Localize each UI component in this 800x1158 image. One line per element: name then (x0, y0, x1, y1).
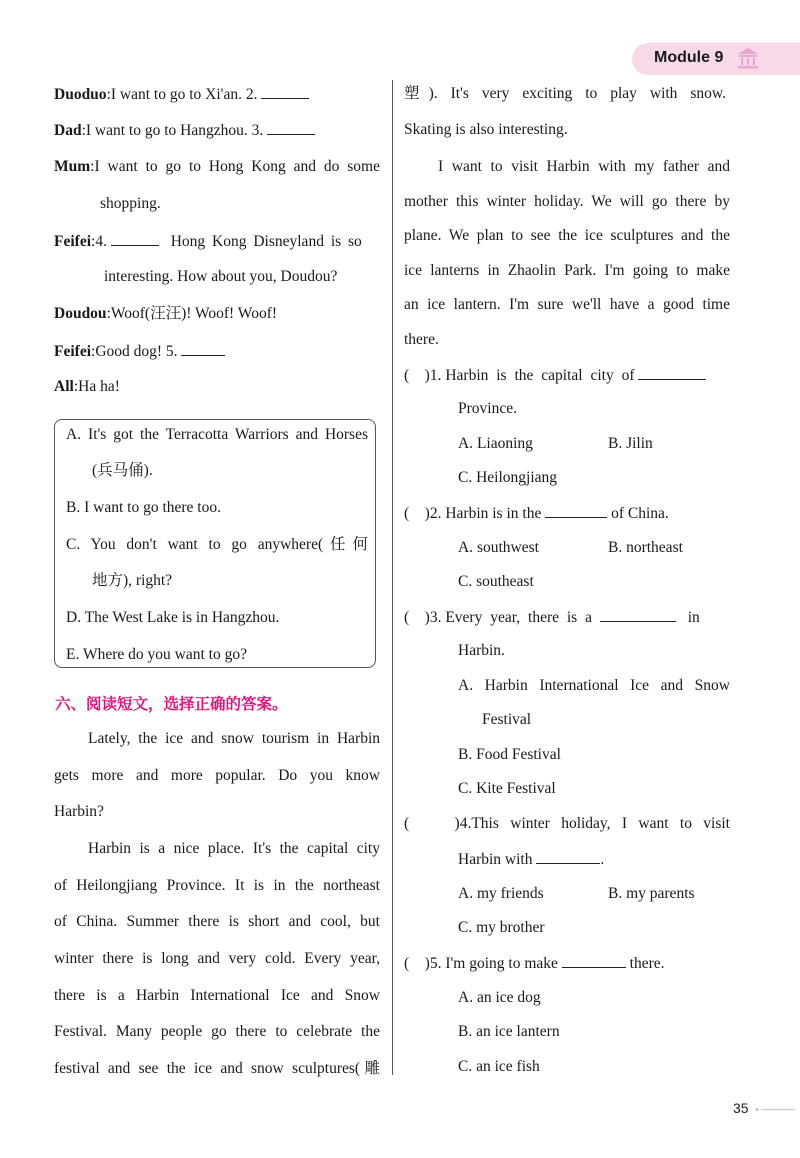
option-continuation: 地方), right? (92, 572, 173, 589)
question-3: ( )3. Every year, there is a in (404, 609, 700, 626)
question-option[interactable]: C. my brother (458, 919, 545, 936)
passage-line: mother this winter holiday. We will go there by (404, 193, 730, 210)
dialogue-continuation: interesting. How about you, Doudou? (104, 268, 338, 285)
option-continuation: (兵马俑). (92, 462, 153, 479)
question-option[interactable]: A. my friends (458, 885, 544, 902)
passage-line: Harbin? (54, 803, 104, 820)
dialogue-continuation: shopping. (100, 195, 161, 212)
option-item: D. The West Lake is in Hangzhou. (66, 609, 280, 626)
question-option[interactable]: B. Jilin (608, 435, 653, 452)
dialogue-line: Mum:I want to go to Hong Kong and do some (54, 158, 380, 175)
section-heading: 六、阅读短文，选择正确的答案。 (55, 695, 288, 713)
speaker-name: Duoduo (54, 86, 107, 103)
passage-line: an ice lantern. I'm sure we'll have a good time (404, 296, 730, 313)
question-option[interactable]: A. southwest (458, 539, 539, 556)
option-item: E. Where do you want to go? (66, 646, 247, 663)
question-option[interactable]: C. Heilongjiang (458, 469, 558, 486)
passage-line: there. (404, 331, 439, 348)
column-divider (392, 80, 393, 1075)
passage-line: I want to visit Harbin with my father and (438, 158, 730, 175)
passage-line: winter there is long and very cold. Every year, (54, 950, 380, 967)
passage-line: Lately, the ice and snow tourism in Harbin (88, 730, 380, 747)
dialogue-text: I want to go to Hong Kong and do some (94, 158, 380, 175)
question-option[interactable]: A. Harbin International Ice and Snow (458, 677, 730, 694)
answer-paren[interactable]: ( ) (404, 815, 460, 832)
question-blank (545, 503, 607, 518)
question-option[interactable]: C. an ice fish (458, 1058, 540, 1075)
dialogue-text: I want to go to Xi'an. 2. (110, 86, 258, 103)
passage-line: of Heilongjiang Province. It is in the northeast (54, 877, 380, 894)
dialogue-line: All:Ha ha! (54, 378, 120, 395)
option-item: A. It's got the Terracotta Warriors and Horses (66, 426, 369, 443)
speaker-name: Doudou (54, 305, 107, 322)
building-icon (736, 47, 760, 69)
question-option[interactable]: C. southeast (458, 573, 534, 590)
dialogue-line: Dad:I want to go to Hangzhou. 3. (54, 120, 315, 141)
question-blank (600, 607, 676, 622)
passage-line: Harbin is a nice place. It's the capital city (88, 840, 380, 857)
question-option[interactable]: B. northeast (608, 539, 683, 556)
dialogue-text: Ha ha! (78, 378, 120, 395)
module-tab (632, 43, 800, 75)
passage-line: plane. We plan to see the ice sculptures and the (404, 227, 730, 244)
question-blank (536, 849, 600, 864)
answer-blank[interactable] (267, 120, 315, 135)
question-5: ( )5. I'm going to make there. (404, 955, 665, 972)
dialogue-text: Hong Kong Disneyland is so (170, 233, 362, 250)
answer-blank[interactable] (111, 231, 159, 246)
question-option[interactable]: B. my parents (608, 885, 695, 902)
dialogue-text: Woof(汪汪)! Woof! Woof! (110, 305, 278, 322)
answer-paren[interactable]: ( ) (404, 505, 430, 522)
speaker-name: Feifei (54, 233, 92, 250)
question-blank (562, 953, 626, 968)
question-option[interactable]: A. Liaoning (458, 435, 533, 452)
answer-paren[interactable]: ( ) (404, 955, 430, 972)
passage-line: ice lanterns in Zhaolin Park. I'm going to make (404, 262, 730, 279)
passage-line: festival and see the ice and snow sculptures(雕 (54, 1060, 380, 1077)
dialogue-line: Feifei:4. Hong Kong Disneyland is so (54, 233, 362, 250)
page-decoration (755, 1108, 795, 1111)
question-option[interactable]: B. Food Festival (458, 746, 561, 763)
question-option[interactable]: C. Kite Festival (458, 780, 556, 797)
dialogue-text: Good dog! 5. (95, 343, 178, 360)
passage-line: gets more and more popular. Do you know (54, 767, 380, 784)
answer-paren[interactable]: ( ) (404, 609, 430, 626)
option-item: B. I want to go there too. (66, 499, 221, 516)
speaker-name: Dad (54, 122, 82, 139)
answer-blank[interactable] (261, 84, 309, 99)
answer-paren[interactable]: ( ) (404, 367, 430, 384)
question-stem-continuation: Harbin with . (458, 851, 605, 868)
speaker-name: Mum (54, 158, 91, 175)
page-number: 35 (733, 1100, 749, 1116)
question-1: ( )1. Harbin is the capital city of (404, 365, 706, 386)
question-option[interactable]: A. an ice dog (458, 989, 541, 1006)
passage-line: Skating is also interesting. (404, 121, 568, 138)
option-item: C. You don't want to go anywhere(任何 (66, 536, 368, 553)
question-option-continuation: Festival (482, 711, 532, 728)
passage-line: 塑). It's very exciting to play with snow. (404, 85, 726, 102)
speaker-name: All (54, 378, 74, 395)
speaker-name: Feifei (54, 343, 92, 360)
dialogue-line: Duoduo:I want to go to Xi'an. 2. (54, 84, 309, 105)
passage-line: Festival. Many people go there to celebrate the (54, 1023, 380, 1040)
question-blank (638, 365, 706, 380)
module-label: Module 9 (654, 49, 724, 66)
question-stem-continuation: Harbin. (458, 642, 505, 659)
answer-blank[interactable] (181, 341, 225, 356)
passage-line: of China. Summer there is short and cool, but (54, 913, 380, 930)
passage-line: there is a Harbin International Ice and Snow (54, 987, 380, 1004)
dialogue-line: Feifei:Good dog! 5. (54, 341, 225, 362)
question-4: ( )4.This winter holiday, I want to visit (404, 815, 730, 832)
dialogue-text: I want to go to Hangzhou. 3. (85, 122, 264, 139)
question-stem-continuation: Province. (458, 400, 517, 417)
question-2: ( )2. Harbin is in the of China. (404, 505, 669, 522)
dialogue-line: Doudou:Woof(汪汪)! Woof! Woof! (54, 305, 278, 322)
question-option[interactable]: B. an ice lantern (458, 1023, 560, 1040)
